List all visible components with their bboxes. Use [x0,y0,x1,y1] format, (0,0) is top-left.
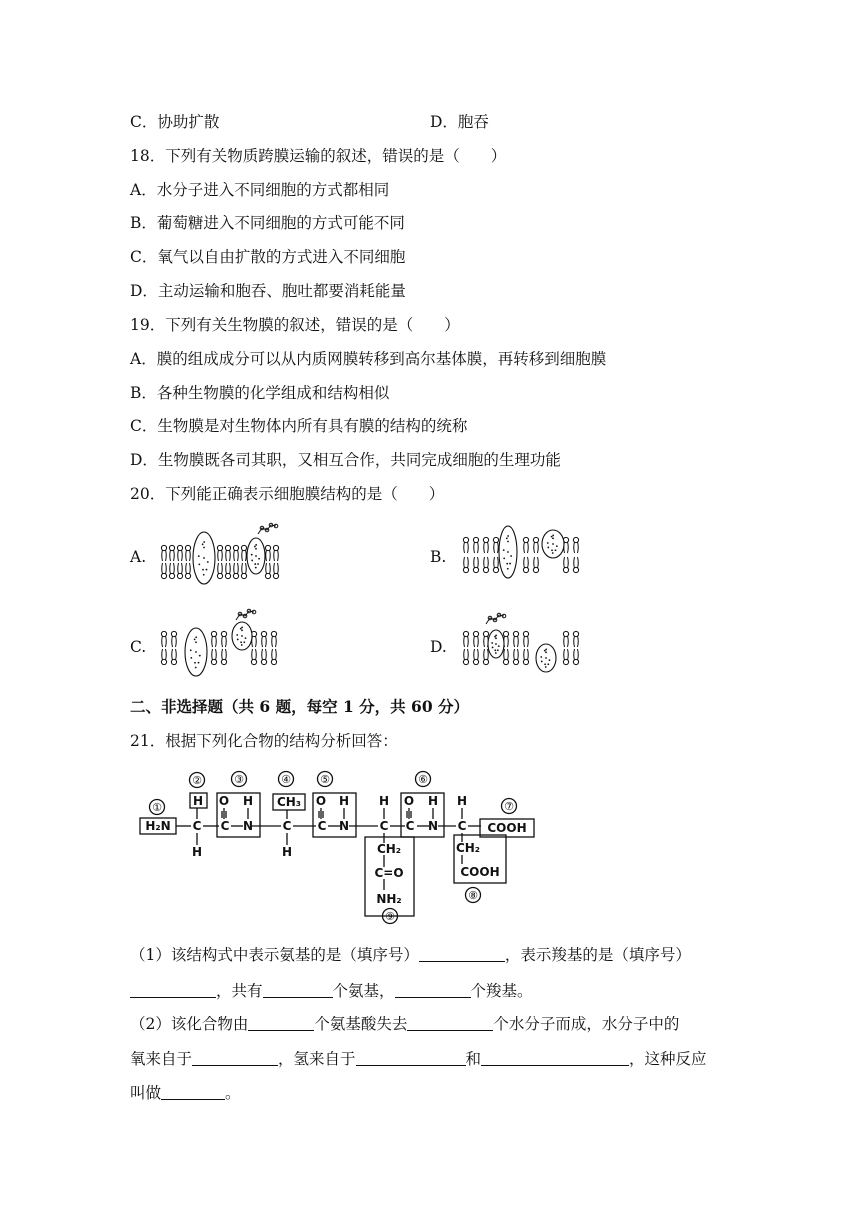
q21-part1-line1 [130,945,691,965]
phospholipid [161,649,166,665]
phospholipid [225,563,230,579]
phospholipid [563,631,568,647]
blank-amino-count[interactable] [263,983,333,998]
label-4: ④ [281,773,291,786]
phospholipid [513,649,518,665]
membrane-diagram-a [156,514,286,598]
phospholipid [217,563,222,579]
atom-ch3: CH₃ [276,795,302,809]
atom-h: H [242,794,254,808]
q19-option-a: A．膜的组成成分可以从内质网膜转移到高尔基体膜，再转移到细胞膜 [130,350,607,368]
q21-p1-text-a: （1）该结构式中表示氨基的是（填序号） [130,946,419,964]
q21-p1-text-b: ，表示羧基的是（填序号） [504,946,691,964]
phospholipid [171,649,176,665]
atom-ch2: CH₂ [376,842,402,856]
atom-c: C [405,819,415,833]
atom-o: O [315,794,327,808]
phospholipid [161,563,166,579]
q20-option-b-label: B. [430,548,447,566]
blank-hydrogen-source-1[interactable] [356,1051,466,1066]
phospholipid [273,563,278,579]
atom-h: H [456,794,468,808]
phospholipid [463,631,468,647]
label-7: ⑦ [504,800,514,813]
atom-ch2: CH₂ [455,841,481,855]
label-3: ③ [234,773,244,786]
phospholipid [211,631,216,647]
q21-p2-text-f: 和 [465,1050,482,1068]
atom-h: H [192,794,204,808]
blank-amino-acid-count[interactable] [248,1016,314,1031]
phospholipid [523,557,528,573]
phospholipid [493,557,498,573]
protein [488,630,504,658]
phospholipid [241,563,246,579]
atom-n: N [338,819,350,833]
blank-carboxyl-number[interactable] [130,983,216,998]
phospholipid [523,649,528,665]
blank-water-count[interactable] [407,1016,493,1031]
membrane-diagram-b [458,520,588,586]
atom-c: C [457,819,467,833]
label-2: ② [192,774,202,787]
phospholipid [483,537,488,553]
protein [542,530,564,558]
q21-p1-text-c: ，共有 [216,982,263,1000]
q18-option-b: B．葡萄糖进入不同细胞的方式可能不同 [130,214,405,232]
phospholipid [221,649,226,665]
phospholipid [463,537,468,553]
atom-c: C [282,819,292,833]
q21-p2-text-c: 个水分子而成，水分子中的 [493,1015,680,1033]
blank-oxygen-source[interactable] [192,1051,278,1066]
label-9: ⑨ [385,910,395,923]
q21-p1-text-d: 个氨基， [332,982,395,1000]
phospholipid [273,545,278,561]
phospholipid [493,537,498,553]
q21-p2-text-g: ，这种反应 [629,1050,707,1068]
q17-option-d: D．胞吞 [430,113,489,131]
q19-option-d: D．生物膜既各司其职，又相互合作，共同完成细胞的生理功能 [130,451,561,469]
atom-cooh: COOH [487,821,527,835]
phospholipid [177,545,182,561]
phospholipid [463,649,468,665]
phospholipid [523,537,528,553]
phospholipid [185,563,190,579]
q21-stem: 21．根据下列化合物的结构分析回答： [130,732,398,750]
atom-c: C [192,819,202,833]
phospholipid [271,631,276,647]
atom-h: H [338,794,350,808]
atom-c-double-o: C=O [374,866,404,880]
atom-cooh: COOH [460,865,500,879]
phospholipid [463,557,468,573]
q20-option-a-label: A. [130,548,147,566]
tetrapeptide-structure [135,770,545,926]
protein [232,622,252,650]
atom-n: N [242,819,254,833]
atom-o: O [218,794,230,808]
phospholipid [271,649,276,665]
q19-option-b: B．各种生物膜的化学组成和结构相似 [130,384,390,402]
membrane-diagram-c [156,604,286,684]
phospholipid [211,649,216,665]
phospholipid [261,649,266,665]
q21-part2-line3 [130,1083,241,1103]
blank-hydrogen-source-2[interactable] [481,1051,629,1066]
atom-h: H [281,845,293,859]
atom-n: N [427,819,439,833]
phospholipid [161,545,166,561]
phospholipid [169,545,174,561]
q21-p1-text-e: 个羧基。 [470,982,533,1000]
phospholipid [241,545,246,561]
label-5: ⑤ [320,773,330,786]
phospholipid [573,557,578,573]
atom-h: H [427,794,439,808]
phospholipid [261,631,266,647]
phospholipid [573,537,578,553]
phospholipid [473,631,478,647]
phospholipid [185,545,190,561]
label-1: ① [152,801,162,814]
atom-h: H [191,845,203,859]
phospholipid [513,631,518,647]
atom-h: H [378,794,390,808]
phospholipid [177,563,182,579]
glycoprotein-chain [236,609,256,620]
phospholipid [225,545,230,561]
q18-option-a: A．水分子进入不同细胞的方式都相同 [130,181,390,199]
label-8: ⑧ [468,889,478,902]
blank-amino-number[interactable] [419,947,505,962]
phospholipid [483,557,488,573]
phospholipid [473,537,478,553]
phospholipid [169,563,174,579]
q21-p2-text-i: 。 [225,1084,241,1102]
q18-stem: 18．下列有关物质跨膜运输的叙述，错误的是（ ） [130,147,507,165]
phospholipid [573,649,578,665]
q20-option-c-label: C. [130,638,147,656]
q21-part2-line1 [130,1014,679,1034]
q19-stem: 19．下列有关生物膜的叙述，错误的是（ ） [130,316,460,334]
phospholipid [473,649,478,665]
blank-reaction-name[interactable] [161,1085,225,1100]
glycoprotein-chain [258,523,278,534]
phospholipid [523,631,528,647]
protein [247,538,265,574]
phospholipid [573,631,578,647]
phospholipid [563,557,568,573]
phospholipid [217,545,222,561]
phospholipid [265,545,270,561]
q21-p2-text-e: ，氢来自于 [278,1050,356,1068]
q20-stem: 20．下列能正确表示细胞膜结构的是（ ） [130,485,445,503]
q19-option-c: C．生物膜是对生物体内所有具有膜的结构的统称 [130,417,468,435]
protein [536,644,556,672]
membrane-diagram-d [458,604,588,688]
phospholipid [265,563,270,579]
atom-c: C [220,819,230,833]
q21-p2-text-a: （2）该化合物由 [130,1015,249,1033]
atom-nh2: NH₂ [376,892,402,906]
phospholipid [563,649,568,665]
q21-p2-text-b: 个氨基酸失去 [314,1015,408,1033]
section-title: 二、非选择题（共 6 题，每空 1 分，共 60 分） [130,697,470,716]
glycoprotein-chain [486,613,506,624]
phospholipid [473,557,478,573]
blank-carboxyl-count[interactable] [395,983,471,998]
phospholipid [533,557,538,573]
atom-c: C [379,819,389,833]
phospholipid [171,631,176,647]
q21-p2-text-d: 氧来自于 [130,1050,193,1068]
protein [185,628,207,676]
phospholipid [533,537,538,553]
phospholipid [221,631,226,647]
q21-p2-text-h: 叫做 [130,1084,162,1102]
phospholipid [251,649,256,665]
atom-h2n: H₂N [145,819,171,833]
q20-option-d-label: D. [430,638,447,656]
protein [499,526,517,578]
q21-part2-line2 [130,1049,707,1069]
atom-o: O [403,794,415,808]
q18-option-d: D．主动运输和胞吞、胞吐都要消耗能量 [130,282,406,300]
phospholipid [233,545,238,561]
q18-option-c: C．氧气以自由扩散的方式进入不同细胞 [130,248,406,266]
atom-c: C [317,819,327,833]
label-6: ⑥ [418,773,428,786]
q17-option-c: C．协助扩散 [130,113,220,131]
phospholipid [233,563,238,579]
phospholipid [483,649,488,665]
phospholipid [161,631,166,647]
phospholipid [503,649,508,665]
q21-part1-line2 [130,981,533,1001]
protein [193,532,215,584]
